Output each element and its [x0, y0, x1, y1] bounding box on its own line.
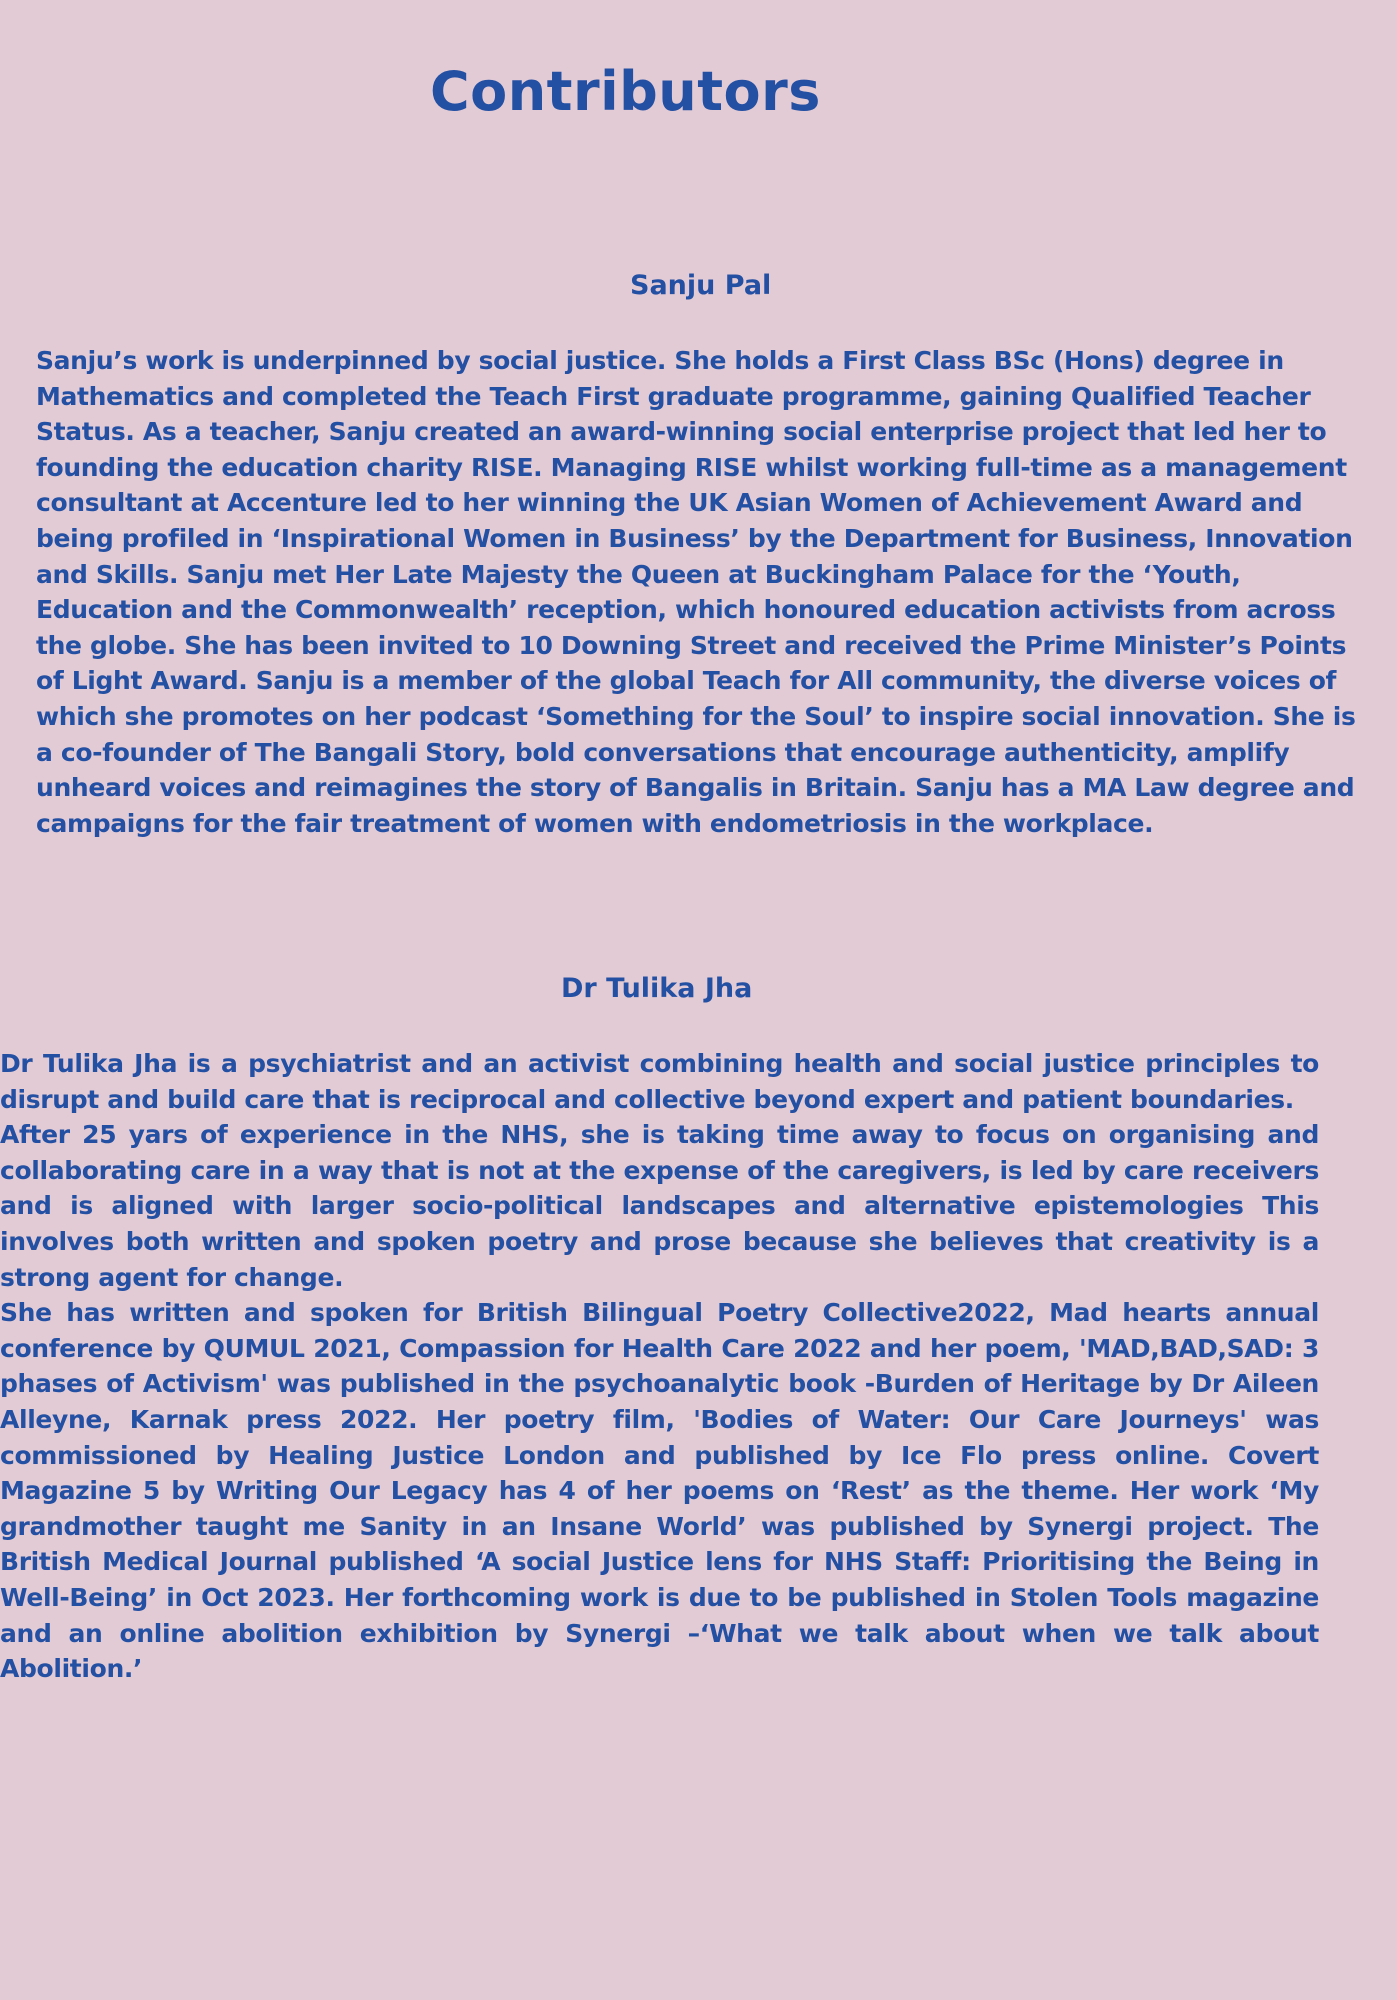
contributor-name: Sanju Pal — [630, 270, 772, 301]
page-title: Contributors — [430, 60, 821, 123]
bio-paragraph: Sanju’s work is underpinned by social justice. She holds a First Class BSc (Hons) degree in Mathematics and completed the Teach First graduate programme, gaining Qualified Teacher Status. As a teacher, Sanju created an award-winning social enterprise project that led her to founding the education charity RISE. Managing RISE whilst working full-time as a management consultant at Accenture led to her winning the UK Asian Women of Achievement Award and being profiled in ‘Inspirational Women in Business’ by the Department for Business, Innovation and Skills. Sanju met Her Late Majesty the Queen at Buckingham Palace for the ‘Youth, Education and the Commonwealth’ reception, which honoured education activists from across the globe. She has been invited to 10 Downing Street and received the Prime Minister’s Points of Light Award. Sanju is a member of the global Teach for All community, the diverse voices of which she promotes on her podcast ‘Something for the Soul’ to inspire social innovation. She is a co-founder of The Bangali Story, bold conversations that encourage authenticity, amplify unheard voices and reimagines the story of Bangalis in Britain. Sanju has a MA Law degree and campaigns for the fair treatment of women with endometriosis in the workplace. — [36, 346, 1356, 838]
bio-paragraph: After 25 yars of experience in the NHS, she is taking time away to focus on organising and collaborating care in a way that is not at the expense of the caregivers, is led by care receivers and is aligned with larger socio-political landscapes and alternative epistemologies This involves both written and spoken poetry and prose because she believes that creativity is a strong agent for change. — [0, 1120, 1319, 1292]
bio-paragraph: Dr Tulika Jha is a psychiatrist and an activist combining health and social justice principles to disrupt and build care that is reciprocal and collective beyond expert and patient boundaries. — [0, 1049, 1319, 1114]
contributor-bio — [0, 1046, 1319, 1687]
bio-paragraph: She has written and spoken for British Bilingual Poetry Collective2022, Mad hearts annual conference by QUMUL 2021, Compassion for Health Care 2022 and her poem, 'MAD,BAD,SAD: 3 phases of Activism' was published in the psychoanalytic book -Burden of Heritage by Dr Aileen Alleyne, Karnak press 2022. Her poetry film, 'Bodies of Water: Our Care Journeys' was commissioned by Healing Justice London and published by Ice Flo press online. Covert Magazine 5 by Writing Our Legacy has 4 of her poems on ‘Rest’ as the theme. Her work ‘My grandmother taught me Sanity in an Insane World’ was published by Synergi project. The British Medical Journal published ‘A social Justice lens for NHS Staff: Prioritising the Being in Well-Being’ in Oct 2023. Her forthcoming work is due to be published in Stolen Tools magazine and an online abolition exhibition by Synergi –‘What we talk about when we talk about Abolition.’ — [0, 1298, 1319, 1684]
contributor-bio — [36, 343, 1361, 841]
contributor-name: Dr Tulika Jha — [561, 973, 753, 1004]
